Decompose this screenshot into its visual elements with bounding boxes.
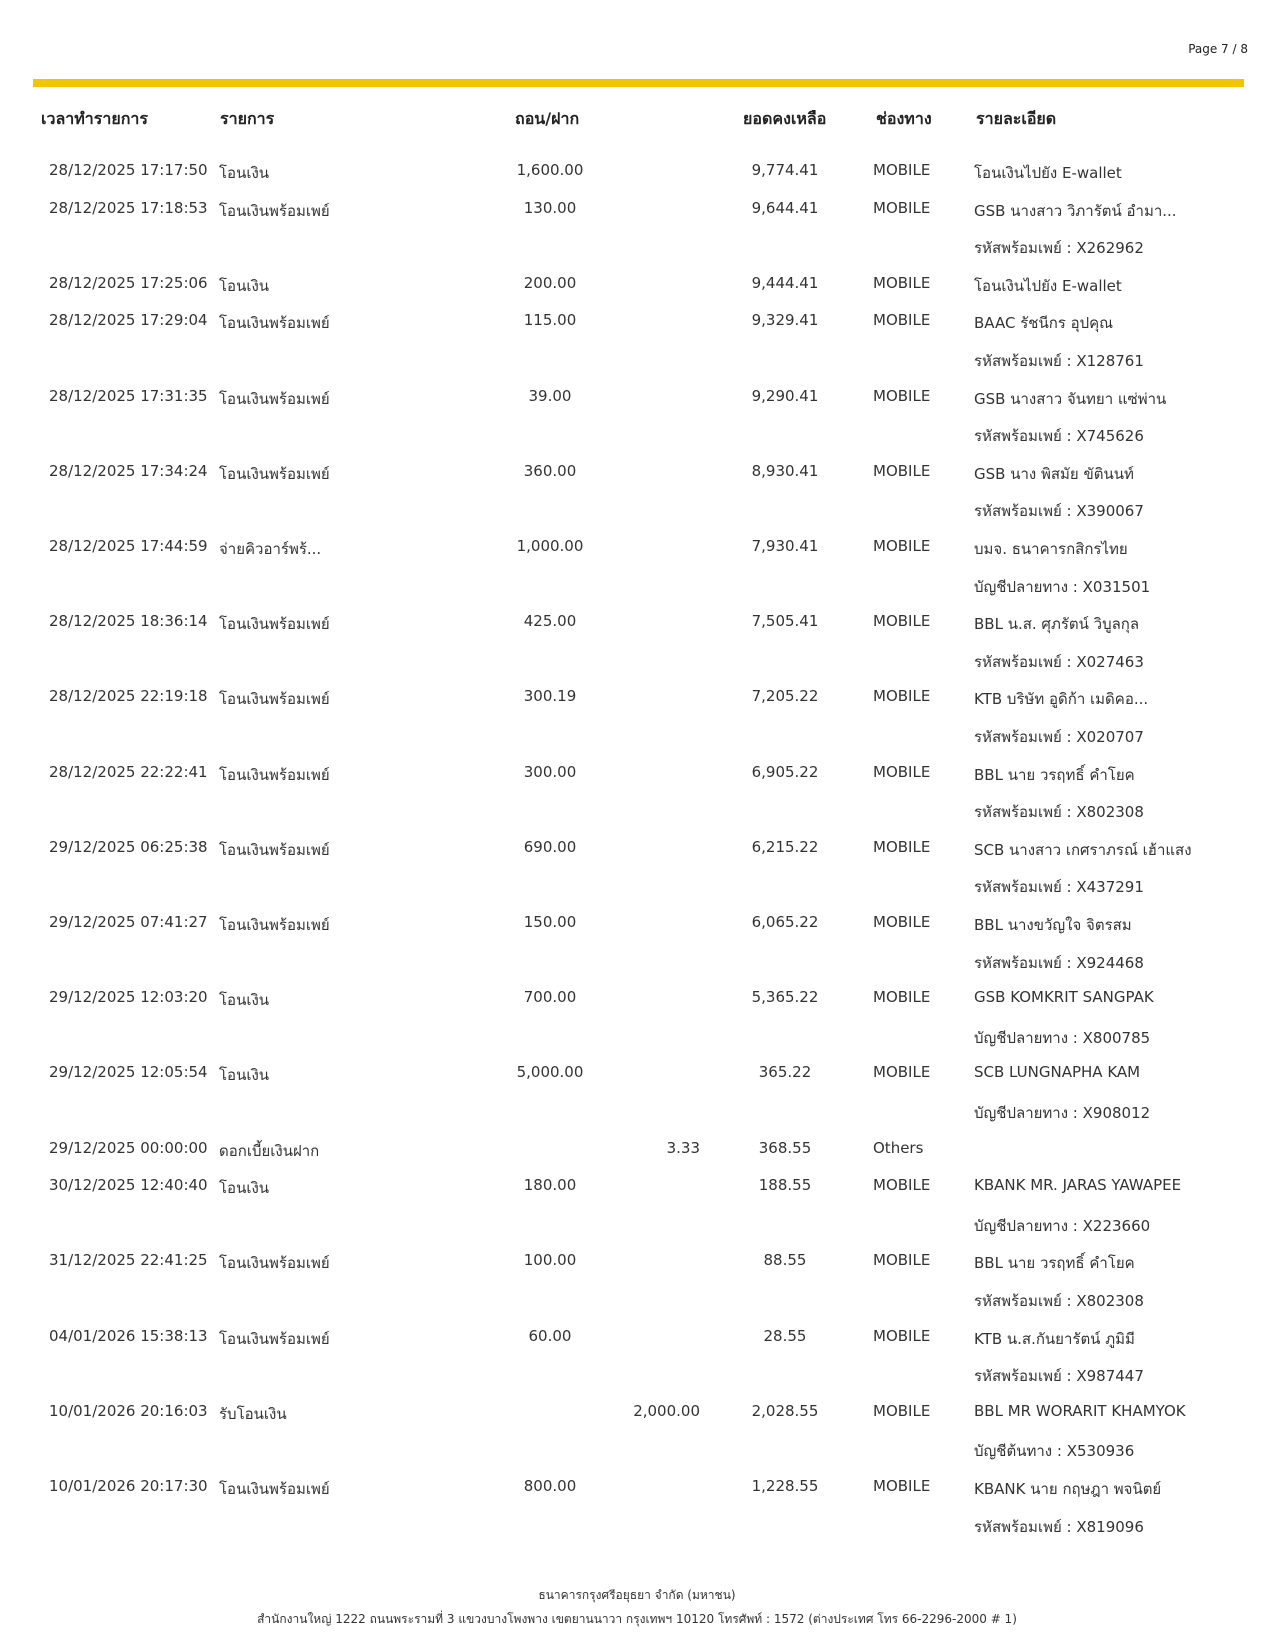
detail-line-1: BBL น.ส. ศุภรัตน์ วิบูลกุล (974, 615, 1140, 634)
transaction-type: โอนเงินพร้อมเพย์ (219, 464, 330, 483)
transaction-time: 28/12/2025 17:31:35 (49, 386, 208, 405)
channel: MOBILE (873, 913, 931, 931)
transaction-time: 28/12/2025 22:22:41 (49, 762, 208, 781)
detail-line-2: รหัสพร้อมเพย์ : X027463 (974, 652, 1144, 671)
withdraw-amount: 60.00 (528, 1326, 572, 1345)
transaction-type: โอนเงินพร้อมเพย์ (219, 615, 330, 634)
detail-line-1: BBL นาย วรฤทธิ์ คำโยค (974, 1254, 1135, 1273)
transaction-type: โอนเงิน (219, 1179, 270, 1198)
transaction-time: 28/12/2025 17:17:50 (49, 161, 208, 179)
transaction-type: โอนเงินพร้อมเพย์ (219, 389, 330, 408)
transaction-type: โอนเงินพร้อมเพย์ (219, 1254, 330, 1273)
channel: MOBILE (873, 1477, 931, 1495)
transaction-time: 30/12/2025 12:40:40 (49, 1176, 208, 1195)
channel: MOBILE (873, 687, 931, 706)
balance-amount: 9,774.41 (751, 161, 819, 179)
page-indicator: Page 7 / 8 (1188, 42, 1248, 56)
channel: MOBILE (873, 537, 931, 555)
balance-amount: 88.55 (763, 1251, 807, 1270)
detail-line-1: BBL นางขวัญใจ จิตรสม (974, 916, 1132, 934)
transaction-type: โอนเงิน (219, 276, 270, 295)
transaction-time: 10/01/2026 20:16:03 (49, 1401, 208, 1420)
channel: MOBILE (873, 612, 931, 631)
withdraw-amount: 425.00 (523, 612, 577, 631)
transaction-type: โอนเงิน (219, 1066, 270, 1085)
balance-amount: 6,065.22 (751, 913, 819, 931)
transaction-time: 29/12/2025 00:00:00 (49, 1138, 208, 1157)
transaction-type: โอนเงินพร้อมเพย์ (219, 690, 330, 709)
detail-line-2: บัญชีปลายทาง : X800785 (974, 1028, 1151, 1047)
detail-line-1: SCB LUNGNAPHA KAM (974, 1063, 1141, 1082)
channel: MOBILE (873, 1251, 931, 1270)
transaction-type: โอนเงินพร้อมเพย์ (219, 201, 330, 220)
transaction-time: 28/12/2025 17:34:24 (49, 461, 208, 480)
column-header-balance: ยอดคงเหลือ (743, 109, 827, 128)
withdraw-amount: 150.00 (523, 913, 577, 931)
detail-line-2: บัญชีปลายทาง : X223660 (974, 1216, 1151, 1235)
transaction-time: 10/01/2026 20:17:30 (49, 1477, 208, 1495)
balance-amount: 1,228.55 (751, 1477, 819, 1495)
withdraw-amount: 130.00 (523, 198, 577, 217)
transaction-type: โอนเงินพร้อมเพย์ (219, 1480, 330, 1498)
detail-line-1: GSB นาง พิสมัย ขัตินนท์ (974, 464, 1134, 483)
footer-address: สำนักงานใหญ่ 1222 ถนนพระรามที่ 3 แขวงบางโพงพาง เขตยานนาวา กรุงเทพฯ 10120 โทรศัพท์ : 1572 (ต่างประเทศ โทร 66-2296-2000 # 1) (257, 1612, 1017, 1626)
balance-amount: 9,644.41 (751, 198, 819, 217)
withdraw-amount: 100.00 (523, 1251, 577, 1270)
withdraw-amount: 39.00 (528, 386, 572, 405)
detail-line-2: รหัสพร้อมเพย์ : X987447 (974, 1367, 1144, 1386)
transaction-time: 29/12/2025 06:25:38 (49, 837, 208, 856)
detail-line-1: บมจ. ธนาคารกสิกรไทย (974, 540, 1128, 558)
transaction-time: 28/12/2025 17:25:06 (49, 273, 208, 292)
balance-amount: 7,505.41 (751, 612, 819, 631)
column-header-channel: ช่องทาง (876, 109, 932, 128)
detail-line-2: รหัสพร้อมเพย์ : X262962 (974, 239, 1144, 258)
detail-line-1: โอนเงินไปยัง E-wallet (974, 276, 1122, 295)
channel: MOBILE (873, 1176, 931, 1195)
channel: MOBILE (873, 273, 931, 292)
balance-amount: 6,905.22 (751, 762, 819, 781)
balance-amount: 8,930.41 (751, 461, 819, 480)
channel: MOBILE (873, 386, 931, 405)
balance-amount: 2,028.55 (751, 1401, 819, 1420)
withdraw-amount: 360.00 (523, 461, 577, 480)
balance-amount: 7,205.22 (751, 687, 819, 706)
withdraw-amount: 1,600.00 (516, 161, 584, 179)
detail-line-2: รหัสพร้อมเพย์ : X437291 (974, 878, 1144, 897)
column-header-type: รายการ (220, 109, 275, 128)
transaction-type: โอนเงิน (219, 991, 270, 1010)
header-accent-bar (33, 79, 1244, 87)
detail-line-1: KBANK MR. JARAS YAWAPEE (974, 1176, 1182, 1195)
channel: MOBILE (873, 461, 931, 480)
balance-amount: 188.55 (758, 1176, 812, 1195)
balance-amount: 28.55 (763, 1326, 807, 1345)
channel: Others (873, 1138, 924, 1157)
withdraw-amount: 800.00 (523, 1477, 577, 1495)
withdraw-amount: 300.00 (523, 762, 577, 781)
channel: MOBILE (873, 1401, 931, 1420)
withdraw-amount: 180.00 (523, 1176, 577, 1195)
transaction-time: 29/12/2025 07:41:27 (49, 913, 208, 931)
channel: MOBILE (873, 198, 931, 217)
balance-amount: 9,329.41 (751, 311, 819, 330)
detail-line-1: KTB บริษัท อูดิก้า เมดิคอ... (974, 690, 1149, 709)
detail-line-1: GSB นางสาว วิภารัตน์ อำมา... (974, 201, 1177, 220)
transaction-type: รับโอนเงิน (219, 1404, 287, 1423)
footer-bank-name: ธนาคารกรุงศรีอยุธยา จำกัด (มหาชน) (538, 1588, 736, 1602)
detail-line-2: รหัสพร้อมเพย์ : X819096 (974, 1517, 1144, 1536)
deposit-amount: 3.33 (666, 1138, 700, 1157)
withdraw-amount: 300.19 (523, 687, 577, 706)
channel: MOBILE (873, 311, 931, 330)
transaction-time: 31/12/2025 22:41:25 (49, 1251, 208, 1270)
withdraw-amount: 700.00 (523, 988, 577, 1007)
withdraw-amount: 200.00 (523, 273, 577, 292)
transaction-time: 29/12/2025 12:05:54 (49, 1063, 208, 1082)
detail-line-2: รหัสพร้อมเพย์ : X390067 (974, 502, 1144, 521)
transaction-time: 28/12/2025 22:19:18 (49, 687, 208, 706)
deposit-amount: 2,000.00 (633, 1401, 700, 1420)
withdraw-amount: 5,000.00 (516, 1063, 584, 1082)
transaction-type: โอนเงินพร้อมเพย์ (219, 314, 330, 333)
detail-line-1: GSB นางสาว จันทยา แซ่พ่าน (974, 389, 1167, 408)
detail-line-1: GSB KOMKRIT SANGPAK (974, 988, 1154, 1007)
balance-amount: 6,215.22 (751, 837, 819, 856)
transaction-type: โอนเงินพร้อมเพย์ (219, 916, 330, 934)
transaction-time: 28/12/2025 18:36:14 (49, 612, 208, 631)
transaction-time: 04/01/2026 15:38:13 (49, 1326, 208, 1345)
channel: MOBILE (873, 837, 931, 856)
transaction-type: โอนเงิน (219, 164, 270, 182)
balance-amount: 9,444.41 (751, 273, 819, 292)
transaction-time: 28/12/2025 17:18:53 (49, 198, 208, 217)
transaction-type: จ่ายคิวอาร์พร้... (219, 540, 322, 558)
detail-line-2: รหัสพร้อมเพย์ : X128761 (974, 352, 1144, 370)
detail-line-1: KTB น.ส.กันยารัตน์ ภูมิมี (974, 1329, 1135, 1348)
detail-line-2: รหัสพร้อมเพย์ : X802308 (974, 1292, 1144, 1310)
balance-amount: 368.55 (758, 1138, 812, 1157)
balance-amount: 365.22 (758, 1063, 812, 1082)
transaction-type: โอนเงินพร้อมเพย์ (219, 1329, 330, 1348)
column-header-time: เวลาทำรายการ (41, 109, 148, 128)
transaction-time: 29/12/2025 12:03:20 (49, 988, 208, 1007)
detail-line-2: บัญชีต้นทาง : X530936 (974, 1442, 1135, 1461)
withdraw-amount: 690.00 (523, 837, 577, 856)
withdraw-amount: 1,000.00 (516, 537, 584, 555)
transaction-time: 28/12/2025 17:44:59 (49, 537, 208, 555)
transaction-type: ดอกเบี้ยเงินฝาก (219, 1141, 320, 1160)
balance-amount: 5,365.22 (751, 988, 819, 1007)
detail-line-2: บัญชีปลายทาง : X031501 (974, 577, 1151, 596)
transaction-time: 28/12/2025 17:29:04 (49, 311, 208, 330)
detail-line-1: โอนเงินไปยัง E-wallet (974, 164, 1122, 182)
detail-line-2: รหัสพร้อมเพย์ : X924468 (974, 953, 1144, 972)
channel: MOBILE (873, 988, 931, 1007)
detail-line-1: BBL นาย วรฤทธิ์ คำโยค (974, 765, 1135, 784)
detail-line-1: SCB นางสาว เกศราภรณ์ เฮ้าแสง (974, 840, 1192, 859)
column-header-withdraw-deposit: ถอน/ฝาก (515, 109, 580, 128)
column-header-detail: รายละเอียด (976, 109, 1057, 128)
withdraw-amount: 115.00 (523, 311, 577, 330)
balance-amount: 9,290.41 (751, 386, 819, 405)
channel: MOBILE (873, 161, 931, 179)
detail-line-2: บัญชีปลายทาง : X908012 (974, 1104, 1151, 1122)
detail-line-2: รหัสพร้อมเพย์ : X020707 (974, 728, 1144, 746)
transaction-type: โอนเงินพร้อมเพย์ (219, 840, 330, 859)
channel: MOBILE (873, 762, 931, 781)
detail-line-2: รหัสพร้อมเพย์ : X802308 (974, 803, 1144, 822)
balance-amount: 7,930.41 (751, 537, 819, 555)
channel: MOBILE (873, 1326, 931, 1345)
detail-line-1: BAAC รัชนีกร อุปคุณ (974, 314, 1114, 333)
transaction-type: โอนเงินพร้อมเพย์ (219, 765, 330, 784)
detail-line-1: KBANK นาย กฤษฎา พจนิตย์ (974, 1480, 1162, 1498)
channel: MOBILE (873, 1063, 931, 1082)
detail-line-1: BBL MR WORARIT KHAMYOK (974, 1401, 1186, 1420)
detail-line-2: รหัสพร้อมเพย์ : X745626 (974, 427, 1144, 446)
